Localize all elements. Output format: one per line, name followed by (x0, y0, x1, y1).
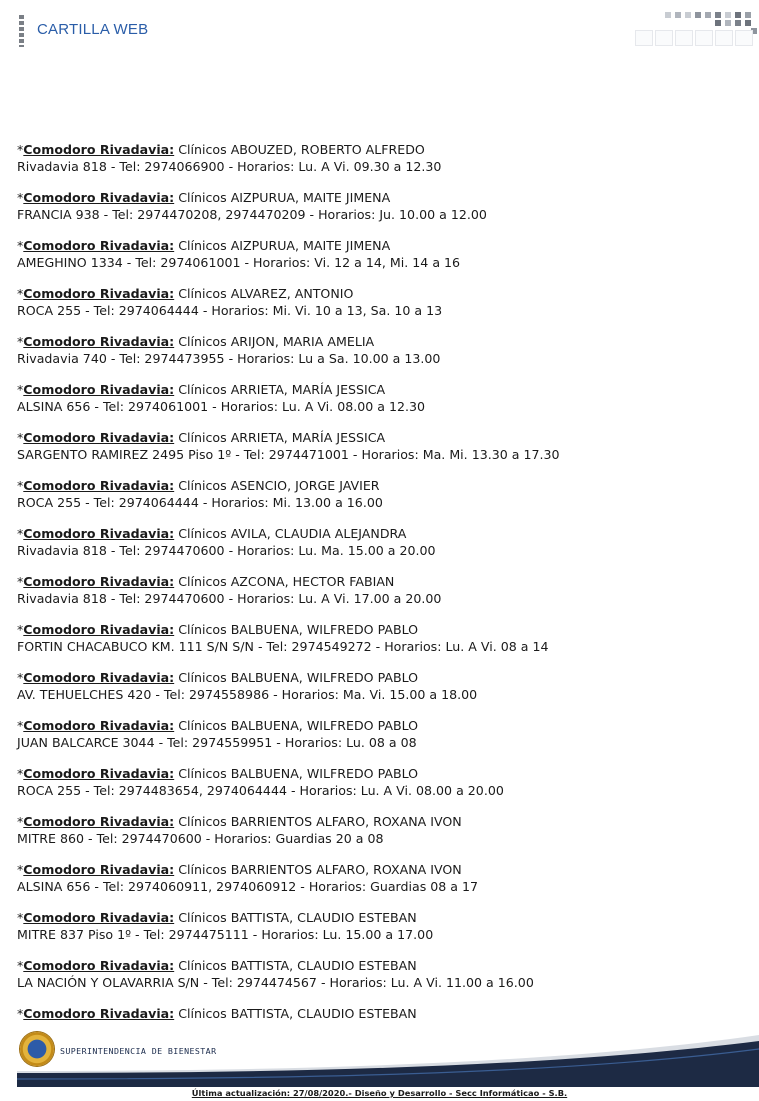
provider-heading: *Comodoro Rivadavia: Clínicos AVILA, CLAUDIA ALEJANDRA (17, 526, 407, 541)
provider-entry (17, 621, 747, 655)
provider-heading: *Comodoro Rivadavia: Clínicos BATTISTA, CLAUDIO ESTEBAN (17, 958, 417, 973)
specialty-label: Clínicos (178, 718, 227, 733)
provider-entry (17, 909, 747, 943)
provider-entry (17, 381, 747, 415)
organization-name: SUPERINTENDENCIA DE BIENESTAR (60, 1046, 217, 1056)
provider-name: BALBUENA, WILFREDO PABLO (230, 670, 419, 685)
footer-wave-decoration (17, 1027, 759, 1087)
city-label: Comodoro Rivadavia: (23, 142, 175, 157)
provider-heading: *Comodoro Rivadavia: Clínicos BARRIENTOS ALFARO, ROXANA IVON (17, 862, 462, 877)
provider-details: Rivadavia 818 - Tel: 2974066900 - Horarios: Lu. A Vi. 09.30 a 12.30 (17, 159, 442, 174)
provider-name: AVILA, CLAUDIA ALEJANDRA (230, 526, 407, 541)
city-label: Comodoro Rivadavia: (23, 430, 175, 445)
provider-entry (17, 669, 747, 703)
provider-heading: *Comodoro Rivadavia: Clínicos BATTISTA, CLAUDIO ESTEBAN (17, 910, 417, 925)
provider-name: AIZPURUA, MAITE JIMENA (230, 238, 391, 253)
specialty-label: Clínicos (178, 670, 227, 685)
provider-heading: *Comodoro Rivadavia: Clínicos AIZPURUA, MAITE JIMENA (17, 238, 391, 253)
specialty-label: Clínicos (178, 238, 227, 253)
provider-name: ARRIETA, MARÍA JESSICA (230, 382, 386, 397)
provider-details: Rivadavia 740 - Tel: 2974473955 - Horarios: Lu a Sa. 10.00 a 13.00 (17, 351, 441, 366)
provider-heading: *Comodoro Rivadavia: Clínicos BALBUENA, WILFREDO PABLO (17, 766, 419, 781)
provider-entry (17, 189, 747, 223)
provider-name: ABOUZED, ROBERTO ALFREDO (230, 142, 425, 157)
specialty-label: Clínicos (178, 574, 227, 589)
provider-name: BARRIENTOS ALFARO, ROXANA IVON (230, 814, 462, 829)
provider-details: FRANCIA 938 - Tel: 2974470208, 2974470209 - Horarios: Ju. 10.00 a 12.00 (17, 207, 487, 222)
provider-heading: *Comodoro Rivadavia: Clínicos ARRIETA, MARÍA JESSICA (17, 382, 386, 397)
provider-details: Rivadavia 818 - Tel: 2974470600 - Horarios: Lu. A Vi. 17.00 a 20.00 (17, 591, 442, 606)
specialty-label: Clínicos (178, 910, 227, 925)
specialty-label: Clínicos (178, 430, 227, 445)
provider-entry (17, 141, 747, 175)
city-label: Comodoro Rivadavia: (23, 1006, 175, 1021)
provider-heading: *Comodoro Rivadavia: Clínicos ARRIETA, MARÍA JESSICA (17, 430, 386, 445)
provider-entry (17, 717, 747, 751)
header-tile-decoration (635, 10, 759, 46)
city-label: Comodoro Rivadavia: (23, 670, 175, 685)
provider-name: ASENCIO, JORGE JAVIER (230, 478, 380, 493)
specialty-label: Clínicos (178, 1006, 227, 1021)
specialty-label: Clínicos (178, 478, 227, 493)
city-label: Comodoro Rivadavia: (23, 574, 175, 589)
provider-details: LA NACIÓN Y OLAVARRIA S/N - Tel: 2974474567 - Horarios: Lu. A Vi. 11.00 a 16.00 (17, 975, 534, 990)
specialty-label: Clínicos (178, 862, 227, 877)
provider-entry (17, 285, 747, 319)
provider-entry (17, 957, 747, 991)
provider-details: ALSINA 656 - Tel: 2974061001 - Horarios: Lu. A Vi. 08.00 a 12.30 (17, 399, 426, 414)
provider-heading: *Comodoro Rivadavia: Clínicos AIZPURUA, MAITE JIMENA (17, 190, 391, 205)
provider-entry (17, 861, 747, 895)
provider-details: FORTIN CHACABUCO KM. 111 S/N S/N - Tel: 2974549272 - Horarios: Lu. A Vi. 08 a 14 (17, 639, 549, 654)
provider-details: AV. TEHUELCHES 420 - Tel: 2974558986 - Horarios: Ma. Vi. 15.00 a 18.00 (17, 687, 478, 702)
provider-entry (17, 1005, 747, 1022)
city-label: Comodoro Rivadavia: (23, 910, 175, 925)
provider-details: SARGENTO RAMIREZ 2495 Piso 1º - Tel: 2974471001 - Horarios: Ma. Mi. 13.30 a 17.30 (17, 447, 560, 462)
provider-details: JUAN BALCARCE 3044 - Tel: 2974559951 - Horarios: Lu. 08 a 08 (17, 735, 417, 750)
provider-name: BALBUENA, WILFREDO PABLO (230, 718, 419, 733)
provider-heading: *Comodoro Rivadavia: Clínicos BALBUENA, WILFREDO PABLO (17, 622, 419, 637)
provider-name: BATTISTA, CLAUDIO ESTEBAN (230, 1006, 417, 1021)
provider-name: BARRIENTOS ALFARO, ROXANA IVON (230, 862, 462, 877)
city-label: Comodoro Rivadavia: (23, 478, 175, 493)
header-bar-decoration (19, 15, 24, 47)
footer-update-note: Última actualización: 27/08/2020.- Diseño y Desarrollo - Secc Informáticao - S.B. (191, 1088, 568, 1098)
provider-name: BATTISTA, CLAUDIO ESTEBAN (230, 910, 417, 925)
specialty-label: Clínicos (178, 526, 227, 541)
provider-heading: *Comodoro Rivadavia: Clínicos BARRIENTOS ALFARO, ROXANA IVON (17, 814, 462, 829)
provider-details: AMEGHINO 1334 - Tel: 2974061001 - Horarios: Vi. 12 a 14, Mi. 14 a 16 (17, 255, 461, 270)
specialty-label: Clínicos (178, 766, 227, 781)
provider-name: ALVAREZ, ANTONIO (230, 286, 354, 301)
city-label: Comodoro Rivadavia: (23, 286, 175, 301)
provider-name: AIZPURUA, MAITE JIMENA (230, 190, 391, 205)
provider-entry (17, 333, 747, 367)
provider-details: ALSINA 656 - Tel: 2974060911, 2974060912 - Horarios: Guardias 08 a 17 (17, 879, 479, 894)
provider-details: ROCA 255 - Tel: 2974064444 - Horarios: Mi. Vi. 10 a 13, Sa. 10 a 13 (17, 303, 443, 318)
city-label: Comodoro Rivadavia: (23, 766, 175, 781)
city-label: Comodoro Rivadavia: (23, 190, 175, 205)
page-title: CARTILLA WEB (37, 21, 149, 38)
city-label: Comodoro Rivadavia: (23, 238, 175, 253)
provider-heading: *Comodoro Rivadavia: Clínicos ABOUZED, ROBERTO ALFREDO (17, 142, 425, 157)
footer (17, 1027, 759, 1087)
provider-entry (17, 525, 747, 559)
city-label: Comodoro Rivadavia: (23, 862, 175, 877)
specialty-label: Clínicos (178, 142, 227, 157)
provider-heading: *Comodoro Rivadavia: Clínicos BALBUENA, WILFREDO PABLO (17, 670, 419, 685)
provider-entry (17, 813, 747, 847)
specialty-label: Clínicos (178, 334, 227, 349)
provider-heading: *Comodoro Rivadavia: Clínicos ARIJON, MARIA AMELIA (17, 334, 375, 349)
institution-seal-icon (20, 1032, 54, 1066)
provider-name: BALBUENA, WILFREDO PABLO (230, 766, 419, 781)
provider-entry (17, 429, 747, 463)
provider-heading: *Comodoro Rivadavia: Clínicos AZCONA, HECTOR FABIAN (17, 574, 395, 589)
specialty-label: Clínicos (178, 814, 227, 829)
provider-entry (17, 237, 747, 271)
city-label: Comodoro Rivadavia: (23, 718, 175, 733)
provider-name: ARRIETA, MARÍA JESSICA (230, 430, 386, 445)
city-label: Comodoro Rivadavia: (23, 334, 175, 349)
provider-name: AZCONA, HECTOR FABIAN (230, 574, 395, 589)
city-label: Comodoro Rivadavia: (23, 526, 175, 541)
provider-entry (17, 477, 747, 511)
provider-details: MITRE 837 Piso 1º - Tel: 2974475111 - Horarios: Lu. 15.00 a 17.00 (17, 927, 434, 942)
provider-details: MITRE 860 - Tel: 2974470600 - Horarios: Guardias 20 a 08 (17, 831, 384, 846)
provider-heading: *Comodoro Rivadavia: Clínicos ASENCIO, JORGE JAVIER (17, 478, 380, 493)
provider-details: Rivadavia 818 - Tel: 2974470600 - Horarios: Lu. Ma. 15.00 a 20.00 (17, 543, 436, 558)
specialty-label: Clínicos (178, 190, 227, 205)
city-label: Comodoro Rivadavia: (23, 958, 175, 973)
provider-name: ARIJON, MARIA AMELIA (230, 334, 375, 349)
city-label: Comodoro Rivadavia: (23, 622, 175, 637)
city-label: Comodoro Rivadavia: (23, 814, 175, 829)
provider-name: BATTISTA, CLAUDIO ESTEBAN (230, 958, 417, 973)
specialty-label: Clínicos (178, 286, 227, 301)
provider-details: ROCA 255 - Tel: 2974483654, 2974064444 - Horarios: Lu. A Vi. 08.00 a 20.00 (17, 783, 504, 798)
provider-heading: *Comodoro Rivadavia: Clínicos BALBUENA, WILFREDO PABLO (17, 718, 419, 733)
specialty-label: Clínicos (178, 958, 227, 973)
specialty-label: Clínicos (178, 382, 227, 397)
specialty-label: Clínicos (178, 622, 227, 637)
provider-entry (17, 573, 747, 607)
provider-name: BALBUENA, WILFREDO PABLO (230, 622, 419, 637)
provider-details: ROCA 255 - Tel: 2974064444 - Horarios: Mi. 13.00 a 16.00 (17, 495, 383, 510)
provider-heading: *Comodoro Rivadavia: Clínicos BATTISTA, CLAUDIO ESTEBAN (17, 1006, 417, 1021)
provider-list (17, 141, 747, 1036)
provider-entry (17, 765, 747, 799)
city-label: Comodoro Rivadavia: (23, 382, 175, 397)
provider-heading: *Comodoro Rivadavia: Clínicos ALVAREZ, ANTONIO (17, 286, 354, 301)
